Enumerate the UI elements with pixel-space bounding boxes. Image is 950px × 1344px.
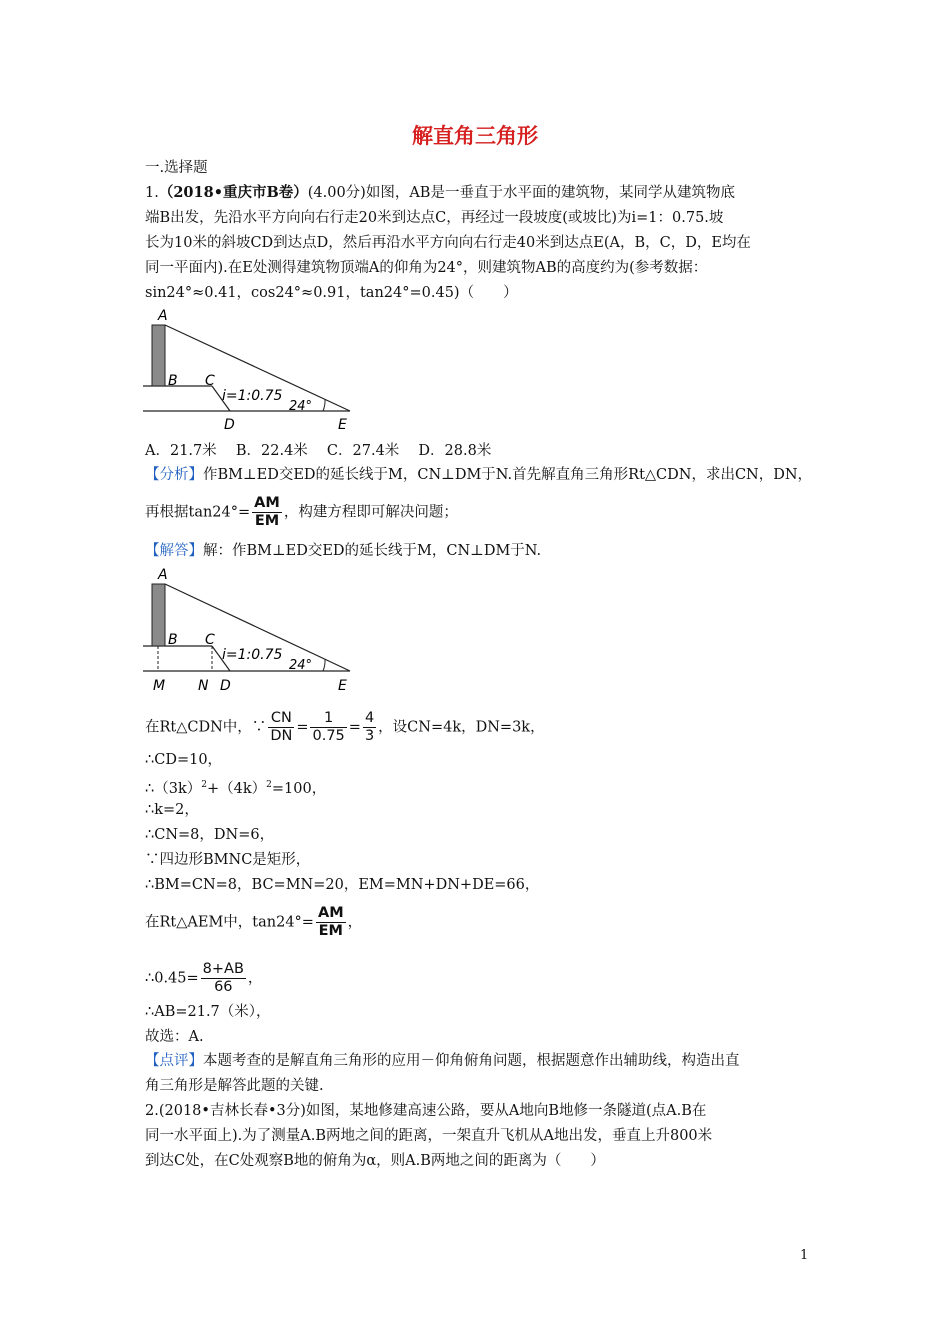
solution-step-10: ∴AB=21.7（米）， — [145, 1004, 271, 1020]
fig2-label-a: A — [158, 567, 168, 583]
solution-step-5: ∴CN=8，DN=6， — [145, 827, 275, 843]
fig2-label-e: E — [338, 678, 347, 694]
fig2-slope-label: i=1:0.75 — [222, 647, 283, 663]
fig2-label-n: N — [198, 678, 209, 694]
fig2-label-m: M — [153, 678, 166, 694]
page-number: 1 — [800, 1248, 809, 1263]
fig2-label-b: B — [168, 632, 178, 648]
fig1-label-c: C — [205, 373, 215, 389]
analysis-line-1 — [145, 465, 812, 485]
analysis-text-3: ，构建方程即可解决问题； — [283, 504, 458, 521]
q2-line-3: 到达C处，在C处观察B地的俯角为α，则A.B两地之间的距离为（ ） — [145, 1153, 605, 1169]
analysis-text-1: 作BM⊥ED交ED的延长线于M，CN⊥DM于N.首先解直角三角形Rt△CDN，求出CN，DN， — [203, 467, 813, 483]
section-heading: 一.选择题 — [145, 160, 208, 176]
fraction-4-3: $\frac{4}{3}$ — [364, 710, 375, 744]
fig2-angle-label: 24° — [289, 658, 313, 673]
figure-2-auxiliary-lines — [140, 562, 355, 697]
q2-line-1: 2.(2018•吉林长春•3分)如图，某地修建高速公路，要从A地向B地修一条隧道(点A.B在 — [145, 1103, 707, 1119]
q1-line-5: sin24°≈0.41，cos24°≈0.91，tan24°=0.45)（ ） — [145, 285, 518, 301]
solution-step-11: 故选：A. — [145, 1029, 204, 1045]
solution-step-6: ∵四边形BMNC是矩形， — [145, 852, 311, 868]
fraction-cn-dn: $\frac{CN}{DN}$ — [270, 710, 293, 744]
solution-tag: 【解答】 — [145, 543, 203, 559]
analysis-fraction: $\frac{AM}{EM}$ — [254, 495, 280, 529]
fig1-label-d: D — [224, 417, 235, 433]
q1-number: 1. — [145, 185, 159, 201]
fig2-label-c: C — [205, 632, 215, 648]
comment-tag: 【点评】 — [145, 1053, 203, 1069]
q1-line-1 — [145, 183, 735, 203]
solution-step-2: ∴CD=10， — [145, 752, 223, 768]
fraction-8ab-66: $\frac{8+AB}{66}$ — [202, 961, 244, 995]
solution-step-9: ∴0.45= $\frac{8+AB}{66}$ ， — [145, 961, 263, 995]
solution-intro-line — [145, 541, 541, 561]
q1-source: （2018•重庆市B卷） — [158, 184, 308, 201]
solution-step-8: 在Rt△AEM中，tan24°= $\frac{AM}{EM}$ ， — [145, 905, 363, 939]
analysis-text-2: 再根据tan24°= — [145, 504, 251, 521]
analysis-tag: 【分析】 — [145, 467, 203, 483]
q1-text-1: (4.00分)如图，AB是一垂直于水平面的建筑物，某同学从建筑物底 — [307, 185, 735, 201]
comment-line-1: 【点评】本题考查的是解直角三角形的应用－仰角俯角问题，根据题意作出辅助线，构造出直 — [145, 1053, 740, 1069]
fraction-1-075: $\frac{1}{0.75}$ — [312, 710, 345, 744]
fraction-am-em: $\frac{AM}{EM}$ — [317, 905, 344, 939]
fig1-angle-label: 24° — [289, 399, 313, 414]
q1-line-4: 同一平面内).在E处测得建筑物顶端A的仰角为24°，则建筑物AB的高度约为(参考数据： — [145, 260, 708, 276]
analysis-line-2 — [145, 495, 458, 530]
q2-line-2: 同一水平面上).为了测量A.B两地之间的距离，一架直升飞机从A地出发，垂直上升800米 — [145, 1128, 713, 1144]
solution-step-4: ∴k=2， — [145, 802, 199, 818]
page-title: 解直角三角形 — [412, 123, 538, 148]
figure-1-building-slope — [140, 303, 355, 438]
fig1-label-e: E — [338, 417, 347, 433]
fig1-slope-label: i=1:0.75 — [222, 388, 283, 404]
q1-line-2: 端B出发，先沿水平方向向右行走20米到达点C，再经过一段坡度(或坡比)为i=1：0.75.坡 — [145, 210, 724, 226]
solution-step-1: 在Rt△CDN中，∵ $\frac{CN}{DN}$ = $\frac{1}{0.75}$ = $\frac{4}{3}$ ，设CN=4k，DN=3k， — [145, 710, 545, 744]
comment-line-2: 角三角形是解答此题的关键. — [145, 1078, 324, 1094]
fig1-label-a: A — [158, 308, 168, 324]
solution-step-7: ∴BM=CN=8，BC=MN=20，EM=MN+DN+DE=66， — [145, 877, 540, 893]
q1-options: A．21.7米 B．22.4米 C．27.4米 D．28.8米 — [145, 443, 492, 459]
solution-step-3: $\therefore(3k)^2+(4k)^2=100$， — [145, 780, 327, 797]
fig2-label-d: D — [220, 678, 231, 694]
fig1-label-b: B — [168, 373, 178, 389]
solution-intro: 解：作BM⊥ED交ED的延长线于M，CN⊥DM于N. — [203, 543, 542, 559]
q1-line-3: 长为10米的斜坡CD到达点D，然后再沿水平方向向右行走40米到达点E(A，B，C，D，E均在 — [145, 235, 751, 251]
